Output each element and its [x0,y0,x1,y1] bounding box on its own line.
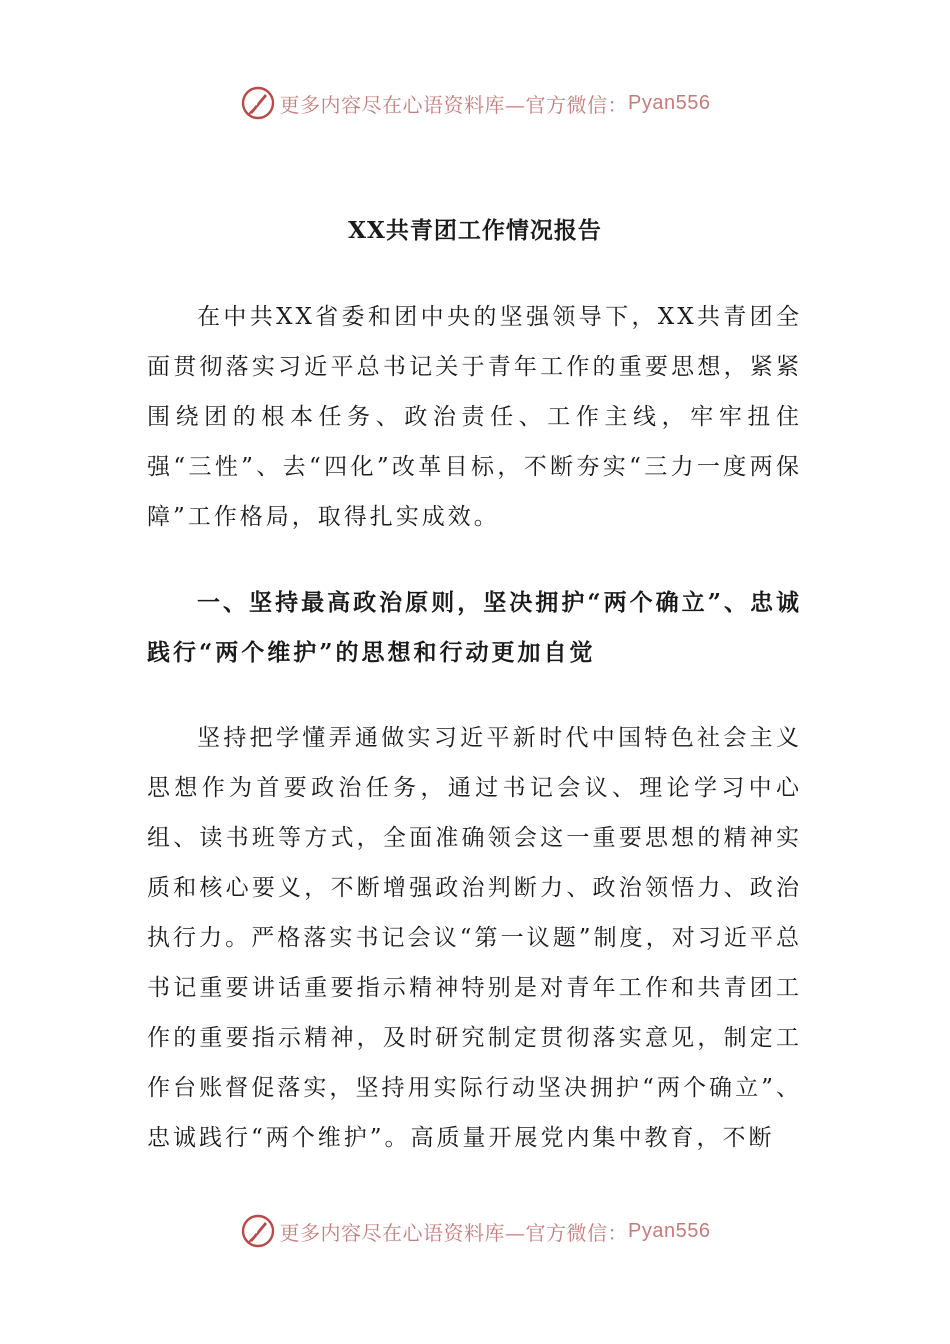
watermark-text: 更多内容尽在心语资料库—官方微信： [279,1220,629,1245]
watermark-text: 更多内容尽在心语资料库—官方微信： [279,92,629,117]
quill-pen-logo-icon [240,1213,276,1249]
watermark-wechat-id: Pyan556 [628,91,711,114]
intro-paragraph: 在中共XX省委和团中央的坚强领导下，XX共青团全面贯彻落实习近平总书记关于青年工作的重要思想，紧紧围绕团的根本任务、政治责任、工作主线，牢牢扭住强“三性”、去“四化”改革目标，不断夯实“三力一度两保障”工作格局，取得扎实成效。 [147,304,802,530]
quill-pen-logo-icon [240,85,276,121]
section-paragraph: 坚持把学懂弄通做实习近平新时代中国特色社会主义思想作为首要政治任务，通过书记会议、理论学习中心组、读书班等方式，全面准确领会这一重要思想的精神实质和核心要义，不断增强政治判断力、政治领悟力、政治执行力。严格落实书记会议“第一议题”制度，对习近平总书记重要讲话重要指示精神特别是对青年工作和共青团工作的重要指示精神，及时研究制定贯彻落实意见，制定工作台账督促落实，坚持用实际行动坚决拥护“两个确立”、忠诚践行“两个维护”。高质量开展党内集中教育，不断 [147,725,802,1151]
document-title: XX共青团工作情况报告 [348,217,602,244]
section-heading: 一、坚持最高政治原则，坚决拥护“两个确立”、忠诚践行“两个维护”的思想和行动更加自觉 [147,589,802,666]
watermark-footer [0,1211,950,1251]
watermark-wechat-id: Pyan556 [628,1219,711,1242]
watermark-header [0,83,950,123]
